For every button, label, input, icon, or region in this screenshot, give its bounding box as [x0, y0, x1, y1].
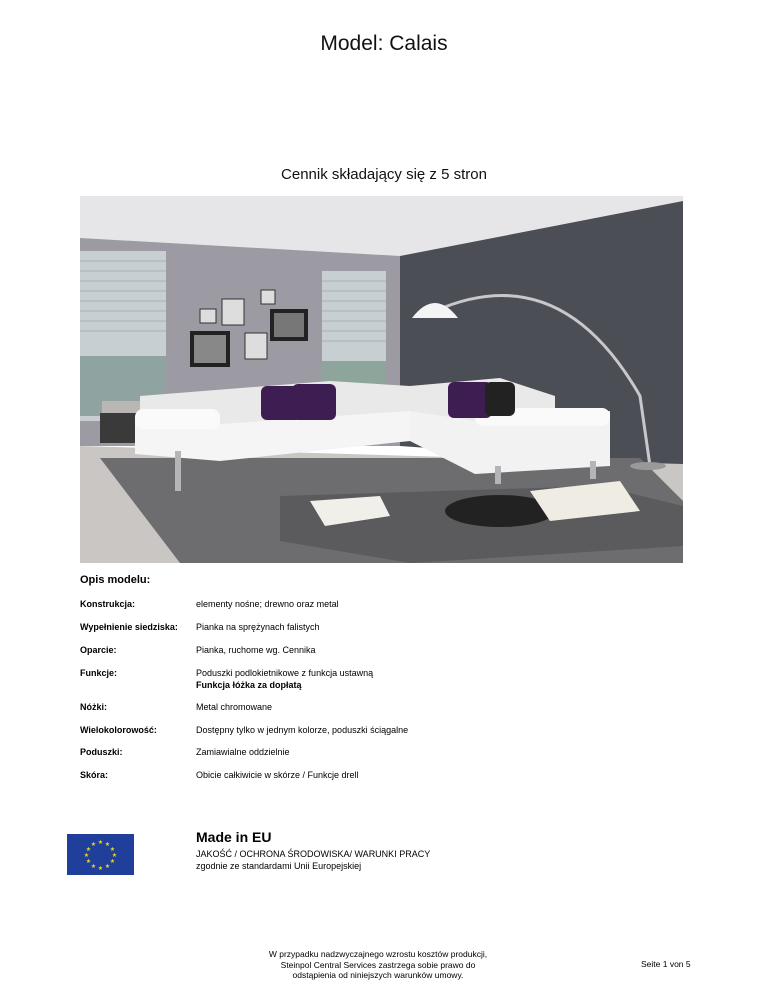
- svg-text:★: ★: [109, 858, 116, 865]
- spec-value-bold: Funkcja łóżka za dopłatą: [196, 680, 302, 690]
- svg-text:★: ★: [85, 846, 92, 853]
- svg-text:★: ★: [109, 846, 116, 853]
- svg-text:★: ★: [83, 852, 90, 859]
- spec-value: Metal chromowane: [196, 702, 273, 712]
- spec-value: elementy nośne; drewno oraz metal: [196, 599, 339, 609]
- spec-value-group: [196, 667, 656, 691]
- svg-text:★: ★: [85, 858, 92, 865]
- spec-label: Nóżki:: [80, 702, 107, 712]
- spec-value: Obicie całkiwicie w skórze / Funkcje drell: [196, 770, 359, 780]
- svg-text:★: ★: [104, 863, 111, 870]
- made-in-eu-title: Made in EU: [196, 829, 272, 845]
- svg-text:★: ★: [97, 839, 104, 846]
- page-number: Seite 1 von 5: [641, 959, 691, 969]
- footer-line: Steinpol Central Services zastrzega sobie prawo do: [280, 959, 476, 970]
- page-subtitle: Cennik składający się z 5 stron: [281, 166, 487, 183]
- spec-value: Poduszki podlokietnikowe z funkcja ustawną: [196, 668, 374, 678]
- spec-label: Konstrukcja:: [80, 599, 136, 609]
- made-in-eu-line: JAKOŚĆ / OCHRONA ŚRODOWISKA/ WARUNKI PRACY: [196, 849, 431, 859]
- svg-text:★: ★: [90, 863, 97, 870]
- spec-value: Zamiawialne oddzielnie: [196, 747, 290, 757]
- page-title: Model: Calais: [320, 32, 448, 55]
- spec-label: Wielokolorowość:: [80, 725, 157, 735]
- footer-disclaimer: [214, 949, 542, 981]
- footer-line: odstąpienia od niniejszych warunków umowy.: [292, 970, 464, 980]
- made-in-eu-block: [196, 829, 430, 872]
- spec-value: Dostępny tylko w jednym kolorze, poduszki ściągalne: [196, 725, 409, 735]
- description-heading: Opis modelu:: [80, 574, 151, 586]
- svg-text:★: ★: [97, 865, 104, 872]
- spec-label: Wypełnienie siedziska:: [80, 622, 178, 632]
- svg-text:★: ★: [90, 841, 97, 848]
- spec-label: Funkcje:: [80, 668, 118, 678]
- svg-text:★: ★: [111, 852, 118, 859]
- eu-flag-icon: [67, 834, 134, 875]
- product-photo: [80, 196, 683, 563]
- made-in-eu-line: zgodnie ze standardami Unii Europejskiej: [196, 861, 362, 871]
- spec-label: Skóra:: [80, 770, 109, 780]
- footer-line: W przypadku nadzwyczajnego wzrostu kosztów produkcji,: [268, 949, 488, 959]
- spec-value: Pianka, ruchome wg. Cennika: [196, 645, 316, 655]
- spec-label: Poduszki:: [80, 747, 123, 757]
- svg-text:★: ★: [104, 841, 111, 848]
- spec-value: Pianka na sprężynach falistych: [196, 622, 320, 632]
- spec-label: Oparcie:: [80, 645, 117, 655]
